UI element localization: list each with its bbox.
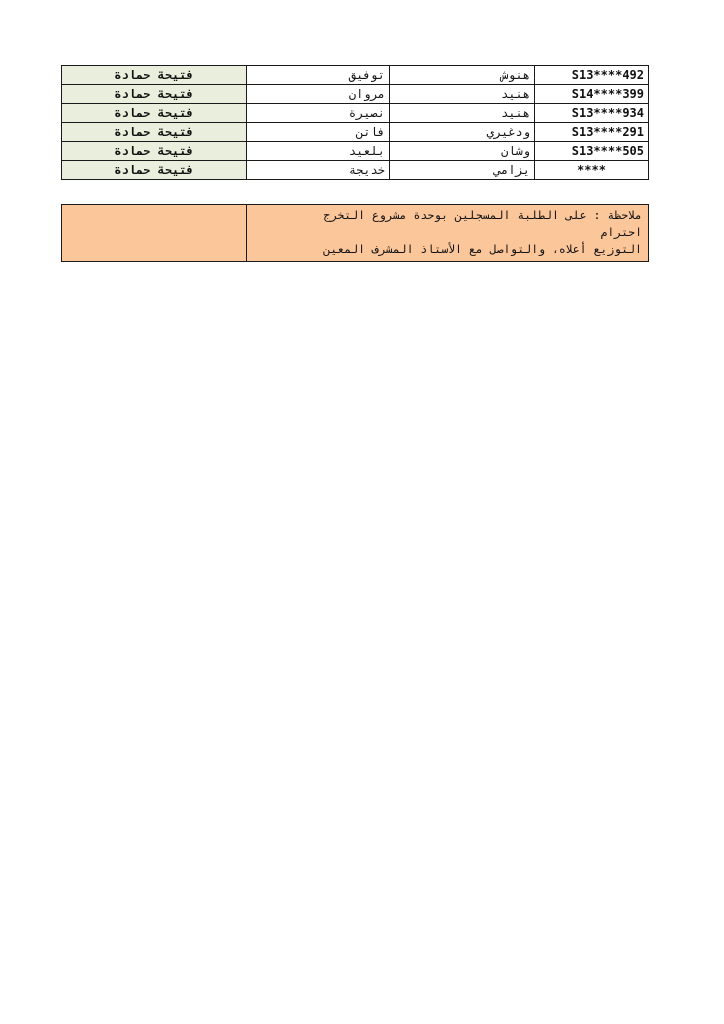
note-box	[61, 204, 649, 262]
table-row	[62, 161, 649, 180]
student-id-cell: S13****492	[535, 66, 649, 85]
table-row	[62, 66, 649, 85]
first-name-cell: خديجة	[247, 161, 390, 180]
table-row	[62, 123, 649, 142]
first-name-cell: بلعيد	[247, 142, 390, 161]
note-row	[62, 205, 649, 262]
supervisor-cell: فتيحة حمادة	[62, 123, 247, 142]
student-id-cell: S13****934	[535, 104, 649, 123]
student-id-cell: S14****399	[535, 85, 649, 104]
supervisor-cell: فتيحة حمادة	[62, 142, 247, 161]
supervisor-cell: فتيحة حمادة	[62, 85, 247, 104]
note-line: التوزيع أعلاه، والتواصل مع الأستاذ المشرف المعين	[323, 242, 642, 256]
last-name-cell: ودغيري	[390, 123, 535, 142]
student-id-cell: ****	[535, 161, 649, 180]
note-line: احترام	[600, 225, 642, 239]
note-line: ملاحظة : على الطلبة المسجلين بوحدة مشروع التخرج	[323, 208, 642, 222]
note-text-cell	[247, 205, 649, 262]
first-name-cell: نصيرة	[247, 104, 390, 123]
student-id-cell: S13****505	[535, 142, 649, 161]
table-row	[62, 85, 649, 104]
note-empty-cell	[62, 205, 247, 262]
table-row	[62, 142, 649, 161]
supervisor-cell: فتيحة حمادة	[62, 161, 247, 180]
table-row	[62, 104, 649, 123]
first-name-cell: مروان	[247, 85, 390, 104]
last-name-cell: يزامي	[390, 161, 535, 180]
last-name-cell: هنوش	[390, 66, 535, 85]
last-name-cell: هنيد	[390, 85, 535, 104]
last-name-cell: هنيد	[390, 104, 535, 123]
last-name-cell: وشان	[390, 142, 535, 161]
first-name-cell: فاتن	[247, 123, 390, 142]
student-id-cell: S13****291	[535, 123, 649, 142]
supervisor-cell: فتيحة حمادة	[62, 104, 247, 123]
first-name-cell: توفيق	[247, 66, 390, 85]
supervisor-cell: فتيحة حمادة	[62, 66, 247, 85]
student-assignment-table	[61, 65, 649, 180]
